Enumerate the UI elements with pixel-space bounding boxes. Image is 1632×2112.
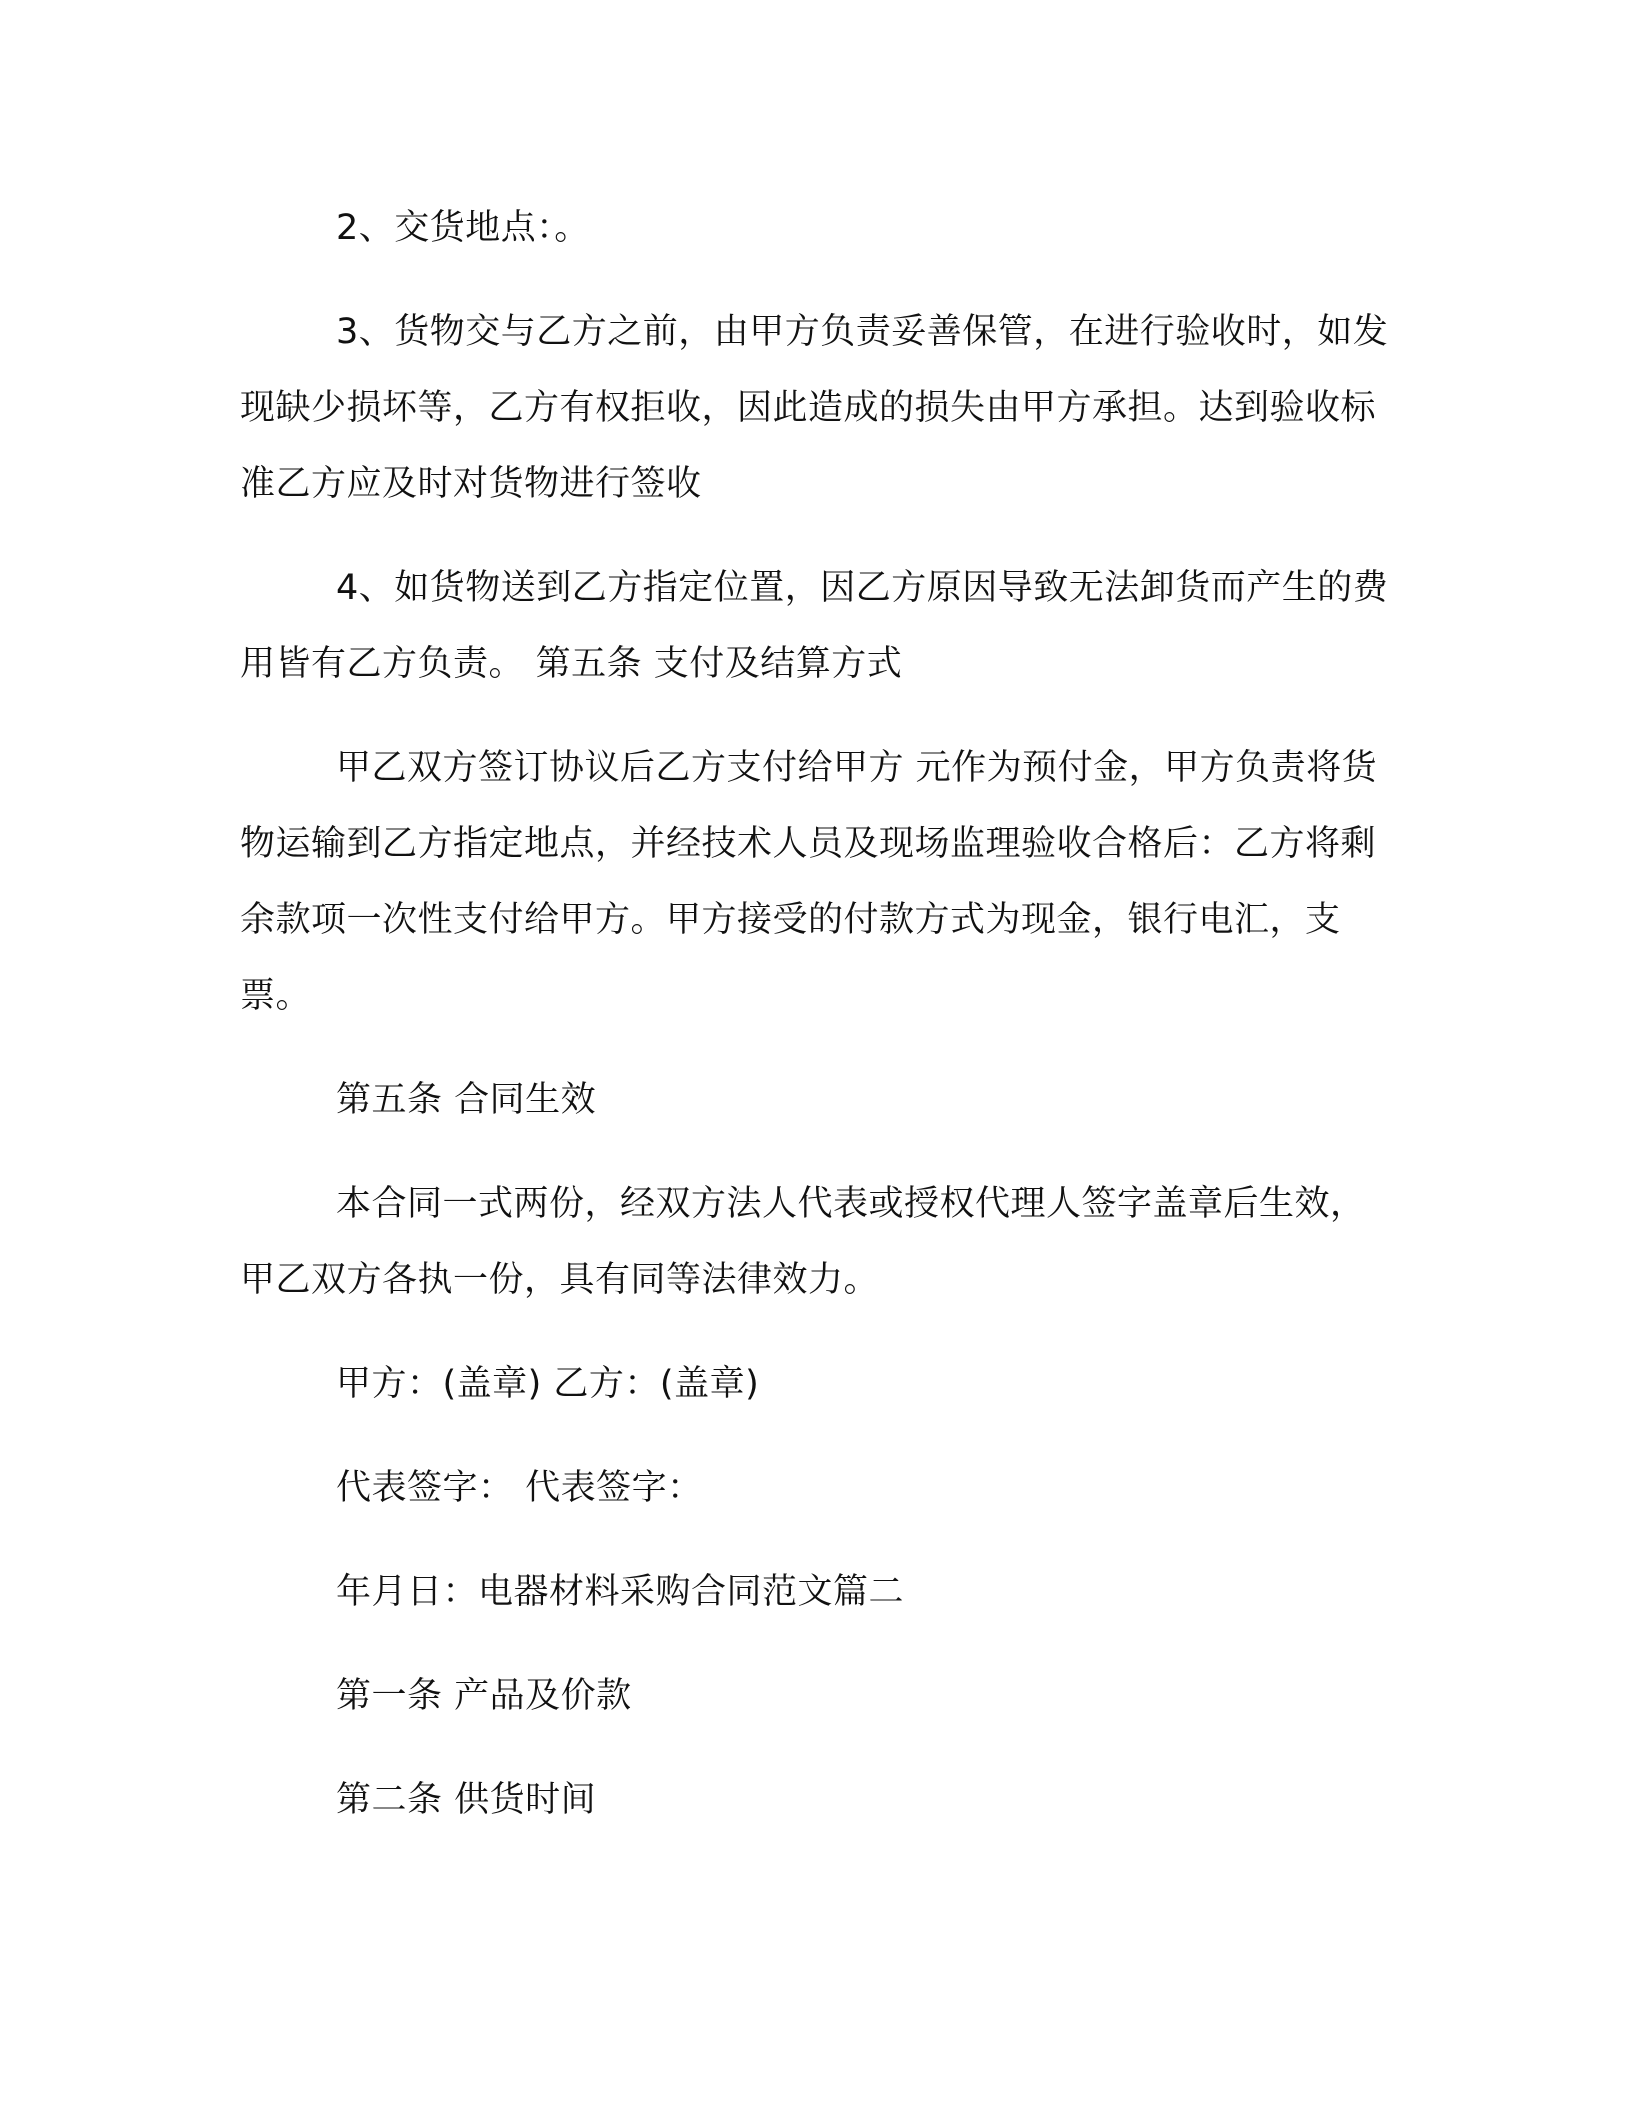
paragraph-unloading-costs: 4、如货物送到乙方指定位置，因乙方原因导致无法卸货而产生的费用皆有乙方负责。 第五条 支付及结算方式 [240, 568, 1389, 684]
paragraph-payment-terms: 甲乙双方签订协议后乙方支付给甲方 元作为预付金，甲方负责将货物运输到乙方指定地点，并经技术人员及现场监理验收合格后：乙方将剩余款项一次性支付给甲方。甲方接受的付款方式为现金，银行电汇，支票。 [240, 748, 1378, 1016]
document-body [240, 190, 1400, 1866]
heading-article-two: 第二条 供货时间 [336, 1780, 597, 1820]
heading-contract-effect: 第五条 合同生效 [336, 1080, 597, 1120]
date-and-next-title-line: 年月日：电器材料采购合同范文篇二 [336, 1572, 905, 1612]
signature-seal-line: 甲方：(盖章) 乙方：(盖章) [336, 1364, 760, 1404]
paragraph-custody-inspection: 3、货物交与乙方之前，由甲方负责妥善保管，在进行验收时，如发现缺少损坏等，乙方有权拒收，因此造成的损失由甲方承担。达到验收标准乙方应及时对货物进行签收 [240, 312, 1389, 504]
paragraph-delivery-location: 2、交货地点：。 [336, 208, 590, 248]
heading-article-one: 第一条 产品及价款 [336, 1676, 632, 1716]
paragraph-contract-copies: 本合同一式两份，经双方法人代表或授权代理人签字盖章后生效，甲乙双方各执一份，具有同等法律效力。 [240, 1184, 1366, 1300]
signature-representative-line: 代表签字： 代表签字： [336, 1468, 703, 1508]
